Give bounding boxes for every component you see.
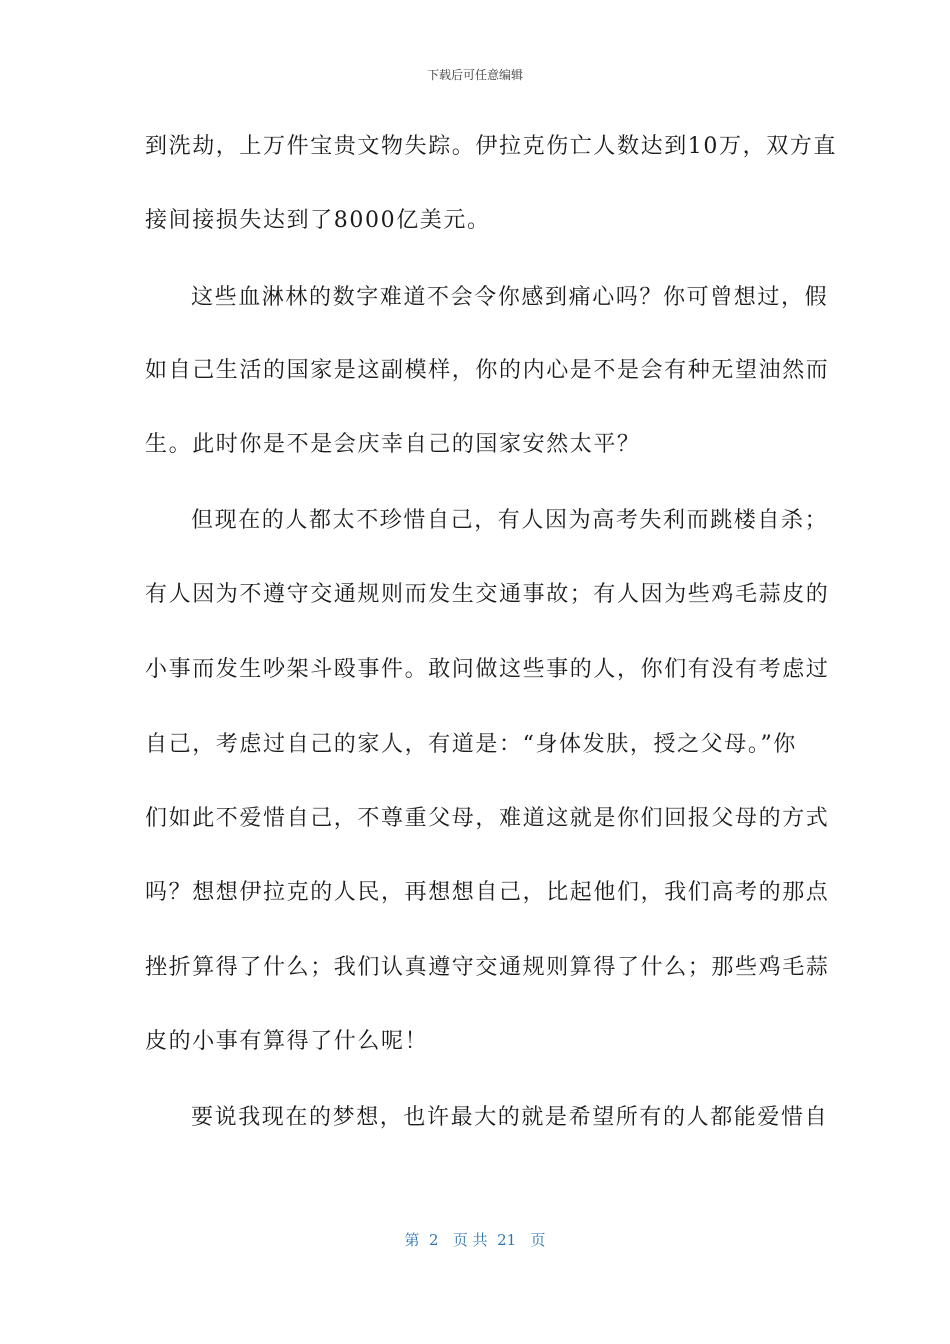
text-line: 们如此不爱惜自己，不尊重父母，难道这就是你们回报父母的方式	[145, 806, 830, 831]
text-line: 有人因为不遵守交通规则而发生交通事故；有人因为些鸡毛蒜皮的	[145, 582, 830, 607]
text-line: 吗？想想伊拉克的人民，再想想自己，比起他们，我们高考的那点	[145, 880, 830, 905]
text-line: 到洗劫，上万件宝贵文物失踪。伊拉克伤亡人数达到10万，双方直	[145, 134, 837, 159]
text-line: 生。此时你是不是会庆幸自己的国家安然太平？	[145, 432, 641, 457]
text-line: 自己，考虑过自己的家人，有道是：“身体发肤，授之父母。”你	[145, 732, 797, 757]
text-line: 如自己生活的国家是这副模样，你的内心是不是会有种无望油然而	[145, 358, 830, 383]
text-line: 皮的小事有算得了什么呢！	[145, 1029, 429, 1054]
text-line: 小事而发生吵架斗殴事件。敢问做这些事的人，你们有没有考虑过	[145, 657, 830, 682]
text-line: 这些血淋林的数字难道不会令你感到痛心吗？你可曾想过，假	[191, 285, 829, 310]
text-line: 挫折算得了什么；我们认真遵守交通规则算得了什么；那些鸡毛蒜	[145, 955, 830, 980]
page-number-footer: 第 2 页 共 21 页	[404, 1231, 546, 1249]
text-line: 要说我现在的梦想，也许最大的就是希望所有的人都能爱惜自	[191, 1105, 829, 1130]
text-line: 但现在的人都太不珍惜自己，有人因为高考失利而跳楼自杀；	[191, 508, 829, 533]
header-note: 下载后可任意编辑	[426, 68, 523, 82]
text-line: 接间接损失达到了8000亿美元。	[145, 208, 491, 233]
